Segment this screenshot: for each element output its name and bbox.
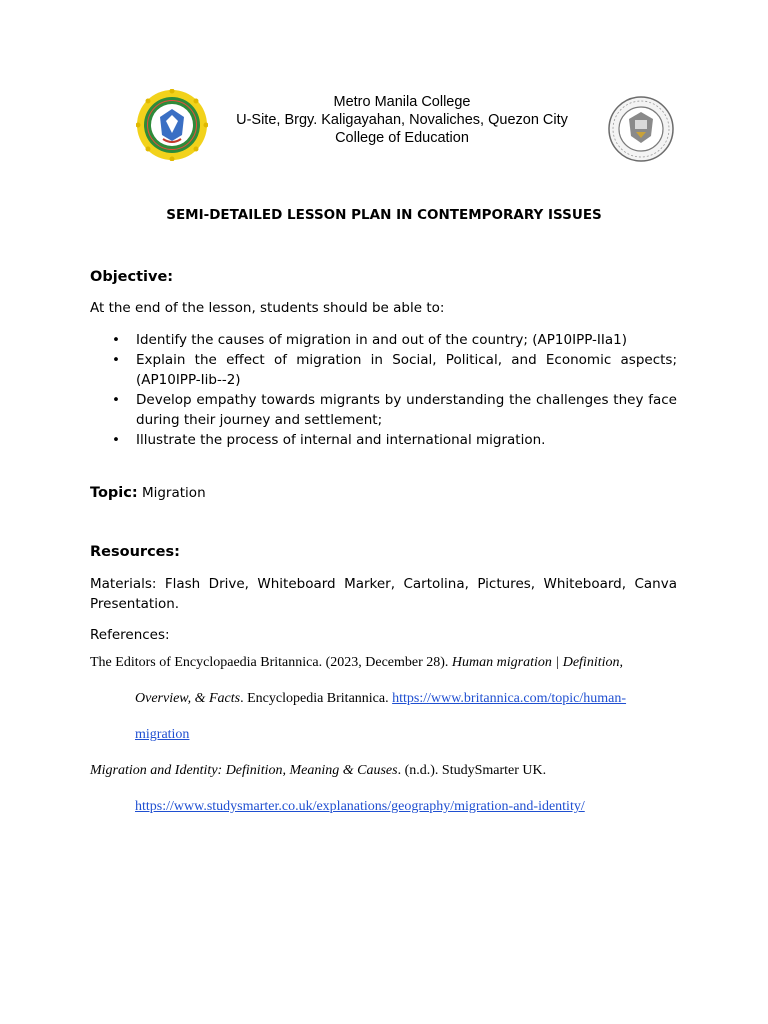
objective-intro: At the end of the lesson, students should be able to: (90, 300, 445, 316)
reference-2-line-1 (90, 763, 546, 779)
topic-line (90, 483, 677, 503)
topic-value: Migration (141, 485, 206, 501)
reference-1-line-2 (135, 691, 626, 707)
materials-text: Materials: Flash Drive, Whiteboard Marker, Cartolina, Pictures, Whiteboard, Canva Presentation. (90, 576, 677, 612)
document-title: SEMI-DETAILED LESSON PLAN IN CONTEMPORARY ISSUES (166, 207, 602, 223)
list-item: • Identify the causes of migration in and out of the country; (AP10IPP-IIa1) (90, 330, 677, 350)
college-header (212, 93, 592, 147)
college-of-education-seal-icon (608, 96, 674, 162)
reference-1-title-part1: Human migration | Definition, (451, 655, 623, 670)
list-item: • Illustrate the process of internal and international migration. (90, 430, 677, 450)
list-item: • Develop empathy towards migrants by understanding the challenges they face during their journey and settlement; (90, 390, 677, 430)
reference-1-publisher: . Encyclopedia Britannica. (240, 691, 393, 706)
objective-heading: Objective: (90, 269, 174, 285)
reference-1-line-3 (135, 727, 189, 743)
school-address: U-Site, Brgy. Kaligayahan, Novaliches, Quezon City (236, 112, 568, 128)
reference-2-line-2 (135, 799, 585, 815)
objective-list (90, 330, 677, 450)
reference-1-author: The Editors of Encyclopaedia Britannica. (2023, December 28). (90, 655, 452, 670)
college-name: College of Education (335, 130, 469, 146)
reference-2-title: Migration and Identity: Definition, Meaning & Causes (90, 763, 398, 778)
reference-1-link-part2[interactable]: migration (135, 727, 190, 742)
list-item: • Explain the effect of migration in Social, Political, and Economic aspects; (AP10IPP-Iib--2) (90, 350, 677, 390)
reference-2-rest: . (n.d.). StudySmarter UK. (397, 763, 547, 778)
references-label: References: (90, 627, 170, 643)
topic-label: Topic: (90, 485, 138, 501)
reference-1-title-part2: Overview, & Facts (135, 691, 241, 706)
reference-2-link[interactable]: https://www.studysmarter.co.uk/explanations/geography/migration-and-identity/ (135, 799, 585, 814)
resources-heading: Resources: (90, 544, 180, 560)
metro-manila-college-seal-icon (136, 89, 208, 161)
school-name: Metro Manila College (333, 94, 471, 110)
reference-1-link-part1[interactable]: https://www.britannica.com/topic/human- (392, 691, 627, 706)
reference-1-line-1 (90, 655, 623, 671)
